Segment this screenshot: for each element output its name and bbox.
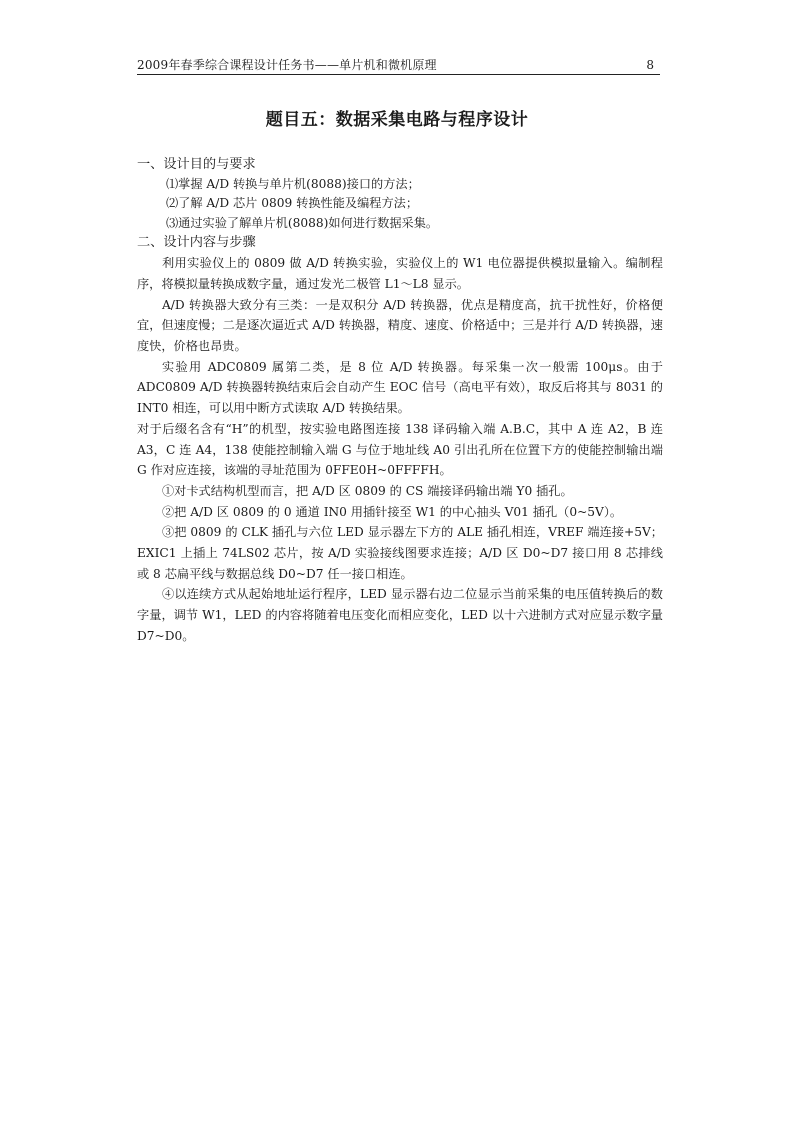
paragraph-adc-types: A/D 转换器大致分有三类：一是双积分 A/D 转换器，优点是精度高，抗干扰性好，价格便宜，但速度慢；二是逐次逼近式 A/D 转换器，精度、速度、价格适中；三是并行 A/D 转换器，速度快，价格也昂贵。 (137, 297, 663, 354)
step-1: ①对卡式结构机型而言，把 A/D 区 0809 的 CS 端接译码输出端 Y0 插孔。 (162, 483, 573, 498)
paragraph-intro: 利用实验仪上的 0809 做 A/D 转换实验，实验仪上的 W1 电位器提供模拟量输入。编制程序，将模拟量转换成数字量，通过发光二极管 L1～L8 显示。 (137, 256, 663, 291)
objective-item-1: ⑴掌握 A/D 转换与单片机(8088)接口的方法； (166, 177, 420, 191)
document-body (137, 155, 663, 647)
section-heading-objectives: 一、设计目的与要求 (137, 157, 256, 172)
step-2: ②把 A/D 区 0809 的 0 通道 IN0 用插针接至 W1 的中心抽头 V01 插孔（0~5V）。 (162, 504, 623, 519)
header-title: 2009年春季综合课程设计任务书——单片机和微机原理 (137, 58, 437, 72)
document-title: 题目五：数据采集电路与程序设计 (265, 110, 529, 130)
step-3: ③把 0809 的 CLK 插孔与六位 LED 显示器左下方的 ALE 插孔相连，VREF 端连接+5V；EXIC1 上插上 74LS02 芯片，按 A/D 实验接线图要求连接；A/D 区 D0~D7 接口用 8 芯排线或 8 芯扁平线与数据总线 D0~D7 任一接口相连。 (137, 525, 663, 581)
step-4: ④以连续方式从起始地址运行程序，LED 显示器右边二位显示当前采集的电压值转换后的数字量，调节 W1，LED 的内容将随着电压变化而相应变化，LED 以十六进制方式对应显示数字量 D7~D0。 (137, 587, 663, 643)
paragraph-adc0809: 实验用 ADC0809 属第二类，是 8 位 A/D 转换器。每采集一次一般需 100μs。由于 ADC0809 A/D 转换器转换结束后会自动产生 EOC 信号（高电平有效），取反后将其与 8031 的 INT0 相连，可以用中断方式读取 A/D 转换结果。 (137, 359, 663, 416)
objective-item-3: ⑶通过实验了解单片机(8088)如何进行数据采集。 (166, 215, 439, 230)
page-header (137, 56, 660, 75)
paragraph-h-model: 对于后缀名含有“H”的机型，按实验电路图连接 138 译码输入端 A.B.C，其中 A 连 A2，B 连 A3，C 连 A4，138 使能控制输入端 G 与位于地址线 A0 引出孔所在位置下方的使能控制输出端 G 作对应连接，该端的寻址范围为 0FFE0H~0FFFFH。 (137, 421, 663, 478)
page-number: 8 (646, 58, 654, 72)
objective-item-2: ⑵了解 A/D 芯片 0809 转换性能及编程方法； (166, 196, 419, 211)
section-heading-content: 二、设计内容与步骤 (137, 235, 256, 251)
